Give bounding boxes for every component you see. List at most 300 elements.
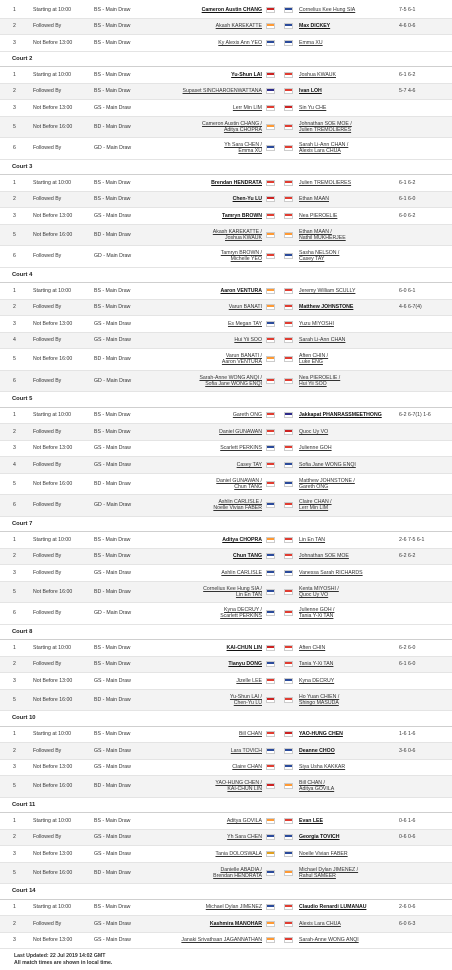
player-link[interactable]: Evan LEE [299, 817, 323, 824]
flag-icon [284, 870, 293, 876]
player-link[interactable]: Noelle Vivian FABER [299, 850, 348, 857]
player-link[interactable]: Claudio Renardi LUMANAU [299, 904, 367, 911]
player-link[interactable]: Michael Dylan JIMENEZ / [299, 866, 359, 873]
match-row [0, 776, 452, 798]
draw-name: GS - Main Draw [94, 461, 131, 468]
match-number: 5 [13, 783, 16, 790]
match-time: Not Before 13:00 [33, 320, 73, 327]
draw-name: BS - Main Draw [94, 661, 131, 668]
player-one [218, 40, 262, 46]
flag-icon [266, 834, 275, 840]
player-link[interactable]: Michael Dylan JIMENEZ [205, 904, 262, 911]
player-link[interactable]: Lerr Min LIM [299, 505, 329, 512]
player-link[interactable]: Quoc Uy VO [299, 591, 329, 598]
player-link[interactable]: Ashlin CARLISLE [221, 569, 262, 576]
player-link[interactable]: Max DICKEY [299, 23, 331, 30]
flag-icon [266, 356, 275, 362]
player-link[interactable]: Aditya GOVILA [226, 817, 262, 824]
player-link[interactable]: Yu-Shun LAI [231, 71, 262, 78]
match-time: Starting at 10:00 [33, 536, 72, 543]
court-heading: Court 5 [0, 392, 452, 408]
flag-icon [266, 502, 275, 508]
match-number: 2 [13, 88, 16, 95]
player-link[interactable]: Claire CHAN / [299, 499, 332, 506]
player-link[interactable]: Alexis Lara CHUA [299, 920, 341, 927]
player-link[interactable]: Kashmira MANOHAR [209, 920, 262, 927]
player-link[interactable]: Es Megan TAY [227, 320, 262, 327]
match-time: Not Before 16:00 [33, 869, 73, 876]
draw-name: GS - Main Draw [94, 569, 131, 576]
player-link[interactable]: Claire CHAN [232, 764, 262, 771]
match-row [0, 117, 452, 139]
match-time: Followed By [33, 569, 62, 576]
match-time: Followed By [33, 553, 62, 560]
match-row [0, 830, 452, 847]
player-link[interactable]: Sin Yu CHE [299, 104, 327, 111]
player-two [299, 553, 349, 559]
player-link[interactable]: YAO-HUNG CHEN / [215, 780, 262, 787]
flag-icon [284, 661, 293, 667]
flag-icon [266, 818, 275, 824]
player-link[interactable]: Casey TAY [236, 461, 262, 468]
flag-icon [284, 921, 293, 927]
match-row [0, 603, 452, 625]
player-link[interactable]: Ivan LOH [299, 88, 322, 95]
player-link[interactable]: Tamryn BROWN / [220, 250, 262, 257]
flag-icon [266, 570, 275, 576]
match-score: 4-6 0-6 [399, 23, 416, 30]
match-score: 4-6 6-7(4) [399, 304, 422, 311]
player-link[interactable]: Matthew JOHNSTONE / [299, 477, 355, 484]
flag-icon [266, 731, 275, 737]
flag-icon [284, 321, 293, 327]
draw-name: BS - Main Draw [94, 904, 131, 911]
flag-icon [266, 288, 275, 294]
match-row [0, 192, 452, 209]
player-link[interactable]: Aften CHIN / [299, 353, 329, 360]
flag-icon [284, 213, 293, 219]
player-link[interactable]: Sarah Li-Ann CHAN / [299, 142, 349, 149]
match-row [0, 900, 452, 917]
player-link[interactable]: Deanne CHOO [299, 747, 335, 754]
player-two [299, 250, 339, 262]
player-link[interactable]: Aaron VENTURA [220, 287, 262, 294]
match-row [0, 67, 452, 84]
draw-name: BS - Main Draw [94, 196, 131, 203]
draw-name: BS - Main Draw [94, 412, 131, 419]
player-link[interactable]: Johnathan SOE MOE / [299, 120, 352, 127]
player-link[interactable]: Gareth ONG [232, 412, 262, 419]
match-time: Followed By [33, 502, 62, 509]
player-one [222, 213, 262, 219]
player-link[interactable]: Yu-Shun LAI / [229, 693, 262, 700]
flag-icon [284, 88, 293, 94]
match-row [0, 225, 452, 247]
player-link[interactable]: Ethan MAAN [299, 196, 329, 203]
player-link[interactable]: Kyna DECRUY / [224, 607, 262, 614]
player-two [299, 180, 351, 186]
player-one [233, 412, 262, 418]
player-link[interactable]: Cornelius Kee Hung SIA / [203, 585, 262, 592]
match-number: 2 [13, 428, 16, 435]
match-row [0, 532, 452, 549]
match-row [0, 474, 452, 496]
draw-name: BD - Main Draw [94, 869, 131, 876]
player-one [221, 250, 262, 262]
player-link[interactable]: Tania Y-Xi TAN [299, 661, 334, 668]
player-link[interactable]: Chen-Yu LU [232, 196, 262, 203]
player-link[interactable]: Cornelius Kee Hung SIA [299, 6, 356, 13]
match-score: 6-0 6-2 [399, 212, 416, 219]
match-number: 4 [13, 337, 16, 344]
player-link[interactable]: Chun TANG [234, 483, 262, 490]
draw-name: BS - Main Draw [94, 71, 131, 78]
player-two [299, 288, 355, 294]
player-link[interactable]: KAI-CHUN LIN [227, 786, 262, 793]
flag-icon [266, 610, 275, 616]
match-row [0, 138, 452, 160]
player-link[interactable]: Chen-Yu LU [233, 699, 262, 706]
player-link[interactable]: Sarah-Anne WONG ANQI / [199, 374, 262, 381]
draw-name: BS - Main Draw [94, 179, 131, 186]
player-two [299, 229, 346, 241]
match-number: 5 [13, 480, 16, 487]
player-link[interactable]: Lin En TAN [299, 536, 326, 543]
player-link[interactable]: Siya Usha KAKKAR [299, 764, 346, 771]
match-number: 3 [13, 937, 16, 944]
player-one [203, 586, 262, 598]
match-time: Starting at 10:00 [33, 644, 72, 651]
match-row [0, 673, 452, 690]
player-link[interactable]: Sarah Li-Ann CHAN [299, 337, 346, 344]
court-heading: Court 14 [0, 884, 452, 900]
player-link[interactable]: Janaki Srivathsan JAGANNATHAN [181, 937, 262, 944]
flag-icon [266, 124, 275, 130]
player-link[interactable]: Emma XU [238, 148, 262, 155]
match-number: 6 [13, 253, 16, 260]
player-one [210, 921, 262, 927]
match-score: 6-0 6-3 [399, 920, 416, 927]
match-number: 5 [13, 123, 16, 130]
player-two [299, 462, 356, 468]
match-number: 1 [13, 904, 16, 911]
player-link[interactable]: Vanessa Sarah RICHARDS [299, 569, 363, 576]
player-link[interactable]: Lara TOVICH [230, 747, 262, 754]
player-link[interactable]: Ho Yuan CHIEN / [299, 693, 340, 700]
player-link[interactable]: Nathil MUKHERJEE [299, 234, 346, 241]
player-link[interactable]: Sofia Jane WONG ENQI [299, 461, 356, 468]
draw-name: BS - Main Draw [94, 428, 131, 435]
flag-icon [284, 72, 293, 78]
match-time: Starting at 10:00 [33, 6, 72, 13]
flag-icon [266, 904, 275, 910]
match-score: 6-1 6-2 [399, 179, 416, 186]
match-row [0, 2, 452, 19]
player-two [299, 678, 334, 684]
draw-name: BD - Main Draw [94, 480, 131, 487]
match-time: Not Before 13:00 [33, 764, 73, 771]
player-link[interactable]: Varun BANATI [228, 304, 262, 311]
match-time: Starting at 10:00 [33, 71, 72, 78]
player-link[interactable]: Aften CHIN [299, 644, 326, 651]
player-link[interactable]: Scarlett PERKINS [220, 613, 262, 620]
match-row [0, 933, 452, 950]
player-link[interactable]: Julienne GOH / [299, 607, 335, 614]
match-number: 1 [13, 412, 16, 419]
player-link[interactable]: Yh Sara CHEN [227, 834, 262, 841]
flag-icon [284, 196, 293, 202]
match-number: 1 [13, 731, 16, 738]
player-link[interactable]: Daniel GUNAWAN / [216, 477, 262, 484]
player-two [299, 121, 352, 133]
match-number: 1 [13, 644, 16, 651]
match-time: Starting at 10:00 [33, 817, 72, 824]
player-link[interactable]: Bill CHAN [238, 731, 262, 738]
player-link[interactable]: YAO-HUNG CHEN [299, 731, 343, 738]
player-link[interactable]: Chun TANG [232, 553, 262, 560]
player-link[interactable]: Matthew JOHNSTONE [299, 304, 354, 311]
match-time: Followed By [33, 23, 62, 30]
match-row [0, 19, 452, 36]
player-two [299, 867, 358, 879]
court-heading: Court 11 [0, 798, 452, 814]
match-row [0, 457, 452, 474]
draw-name: BS - Main Draw [94, 644, 131, 651]
player-link[interactable]: Kyna DECRUY [299, 677, 335, 684]
match-row [0, 640, 452, 657]
player-link[interactable]: Lerr Min LIM [232, 104, 262, 111]
player-one [199, 375, 262, 387]
player-link[interactable]: Varun BANATI / [225, 353, 262, 360]
flag-icon [266, 937, 275, 943]
player-link[interactable]: Danielle ABADIA / [220, 866, 262, 873]
player-one [233, 553, 262, 559]
player-link[interactable]: Jizelle LEE [236, 677, 262, 684]
draw-name: GS - Main Draw [94, 212, 131, 219]
player-link[interactable]: Sasha NELSON / [299, 250, 340, 257]
player-one [231, 748, 262, 754]
match-number: 3 [13, 569, 16, 576]
player-link[interactable]: Tianyu DONG [228, 661, 262, 668]
flag-icon [284, 834, 293, 840]
match-time: Not Before 16:00 [33, 480, 73, 487]
player-link[interactable]: Hui Yii SOO [234, 337, 262, 344]
player-link[interactable]: Scarlett PERKINS [220, 445, 262, 452]
flag-icon [284, 7, 293, 13]
player-two [299, 142, 348, 154]
flag-icon [266, 378, 275, 384]
flag-icon [266, 180, 275, 186]
player-link[interactable]: Cameron Austin CHANG / [202, 120, 262, 127]
player-link[interactable]: Aditya GOVILA [299, 786, 335, 793]
match-number: 5 [13, 869, 16, 876]
draw-name: BD - Main Draw [94, 588, 131, 595]
flag-icon [266, 645, 275, 651]
player-link[interactable]: Daniel GUNAWAN [219, 428, 262, 435]
player-link[interactable]: Shingo MASUDA [299, 699, 339, 706]
draw-name: BS - Main Draw [94, 731, 131, 738]
player-link[interactable]: Georgia TOVICH [299, 834, 340, 841]
player-link[interactable]: Ethan MAAN / [299, 228, 332, 235]
court-heading: Court 2 [0, 52, 452, 68]
match-time: Not Before 13:00 [33, 850, 73, 857]
player-one [220, 445, 262, 451]
player-link[interactable]: Supaset SINCHAROENWATTANA [182, 88, 262, 95]
player-link[interactable]: Lin En TAN [235, 591, 262, 598]
flag-icon [284, 378, 293, 384]
flag-icon [266, 537, 275, 543]
player-link[interactable]: Sofia Jane WONG ENQI [205, 380, 262, 387]
player-link[interactable]: Tamryn BROWN [222, 212, 262, 219]
player-link[interactable]: Nea PIEROELIE / [299, 374, 341, 381]
player-link[interactable]: Nea PIEROELIE [299, 212, 338, 219]
flag-icon [266, 870, 275, 876]
player-link[interactable]: Aaron VENTURA [221, 359, 262, 366]
player-link[interactable]: Yuzu MIYOSHI [299, 320, 334, 327]
player-link[interactable]: Hui Yii SOO [299, 380, 327, 387]
match-row [0, 743, 452, 760]
player-link[interactable]: Sarah-Anne WONG ANQI [299, 937, 359, 944]
match-time: Followed By [33, 377, 62, 384]
player-one [232, 764, 262, 770]
player-two [299, 661, 333, 667]
match-score: 0-6 1-6 [399, 817, 416, 824]
player-link[interactable]: Joshua KWAUK [299, 71, 336, 78]
player-link[interactable]: Quoc Uy VO [299, 428, 329, 435]
player-link[interactable]: Cameron Austin CHANG [201, 6, 262, 13]
match-score: 6-2 6-2 [399, 553, 416, 560]
player-link[interactable]: Luke ENG [299, 359, 323, 366]
match-time: Followed By [33, 196, 62, 203]
player-link[interactable]: Michelle YEO [230, 256, 262, 263]
player-two [299, 304, 353, 310]
flag-icon [284, 462, 293, 468]
player-two [299, 537, 325, 543]
player-link[interactable]: Tania Y-Xi TAN [299, 613, 334, 620]
flag-icon [266, 337, 275, 343]
player-link[interactable]: Julien TREMOLIERES [299, 126, 352, 133]
player-link[interactable]: Ky Alexis Ann YEO [218, 39, 262, 46]
match-number: 2 [13, 553, 16, 560]
match-row [0, 565, 452, 582]
draw-name: GS - Main Draw [94, 834, 131, 841]
player-link[interactable]: Rahul SAMEER [299, 872, 336, 879]
player-two [299, 478, 355, 490]
flag-icon [266, 72, 275, 78]
player-link[interactable]: Joshua KWAUK [225, 234, 262, 241]
flag-icon [266, 7, 275, 13]
player-link[interactable]: Brendan HENDRATA [213, 872, 262, 879]
player-two [299, 337, 345, 343]
flag-icon [284, 904, 293, 910]
player-two [299, 731, 343, 737]
player-one [216, 478, 262, 490]
player-one [222, 537, 262, 543]
player-one [228, 321, 262, 327]
flag-icon [266, 481, 275, 487]
player-link[interactable]: Gareth ONG [299, 483, 329, 490]
match-number: 3 [13, 39, 16, 46]
flag-icon [266, 661, 275, 667]
player-link[interactable]: Tania DOLOSWALA [215, 850, 262, 857]
match-score: 5-7 4-6 [399, 88, 416, 95]
player-link[interactable]: Aditya CHOPRA [222, 536, 262, 543]
player-link[interactable]: Emma XU [299, 39, 323, 46]
player-link[interactable]: Alexis Lara CHUA [299, 148, 341, 155]
player-link[interactable]: Casey TAY [299, 256, 325, 263]
player-link[interactable]: Aditya CHOPRA [223, 126, 262, 133]
draw-name: GS - Main Draw [94, 104, 131, 111]
player-one [183, 88, 262, 94]
player-one [228, 661, 262, 667]
match-number: 3 [13, 677, 16, 684]
player-one [215, 780, 262, 792]
draw-name: GS - Main Draw [94, 937, 131, 944]
player-one [234, 337, 262, 343]
flag-icon [266, 213, 275, 219]
flag-icon [284, 124, 293, 130]
court-heading: Court 10 [0, 711, 452, 727]
player-link[interactable]: KAI-CHUN LIN [226, 644, 262, 651]
match-row [0, 175, 452, 192]
player-link[interactable]: Julienne GOH [299, 445, 332, 452]
player-two [299, 72, 336, 78]
match-score: 6-2 6-7(1) 1-6 [399, 412, 431, 419]
player-link[interactable]: Jeremy William SCULLY [299, 287, 356, 294]
player-link[interactable]: Bill CHAN / [299, 780, 325, 787]
player-link[interactable]: Noelle Vivian FABER [213, 505, 262, 512]
player-one [216, 23, 262, 29]
match-score: 3-6 0-6 [399, 747, 416, 754]
match-number: 3 [13, 850, 16, 857]
player-one [181, 937, 262, 943]
player-link[interactable]: Ashlin CARLISLE / [218, 499, 262, 506]
player-link[interactable]: Akash KAREKATTE / [212, 228, 262, 235]
flag-icon [266, 412, 275, 418]
match-time: Followed By [33, 920, 62, 927]
match-score: 6-1 6-2 [399, 71, 416, 78]
player-one [236, 678, 262, 684]
player-link[interactable]: Akash KAREKATTE [215, 23, 262, 30]
match-score: 6-1 6-0 [399, 661, 416, 668]
match-number: 1 [13, 287, 16, 294]
player-link[interactable]: Brendan HENDRATA [211, 179, 262, 186]
player-two [299, 586, 339, 598]
player-link[interactable]: Jakkapat PHANRASSMEETHONG [299, 412, 382, 419]
player-two [299, 88, 322, 94]
match-number: 2 [13, 304, 16, 311]
player-link[interactable]: Johnathan SOE MOE [299, 553, 349, 560]
draw-name: BS - Main Draw [94, 88, 131, 95]
match-number: 2 [13, 661, 16, 668]
draw-name: GD - Main Draw [94, 377, 132, 384]
player-two [299, 818, 323, 824]
player-one [206, 904, 262, 910]
flag-icon [266, 145, 275, 151]
player-two [299, 694, 339, 706]
player-two [299, 105, 326, 111]
match-score: 6-2 6-0 [399, 644, 416, 651]
flag-icon [266, 40, 275, 46]
player-two [299, 748, 335, 754]
player-link[interactable]: Julien TREMOLIERES [299, 179, 352, 186]
player-link[interactable]: Kenta MIYOSHI / [299, 585, 339, 592]
flag-icon [284, 23, 293, 29]
draw-name: GD - Main Draw [94, 610, 132, 617]
flag-icon [284, 589, 293, 595]
match-row [0, 349, 452, 371]
player-link[interactable]: Yh Sara CHEN / [224, 142, 262, 149]
